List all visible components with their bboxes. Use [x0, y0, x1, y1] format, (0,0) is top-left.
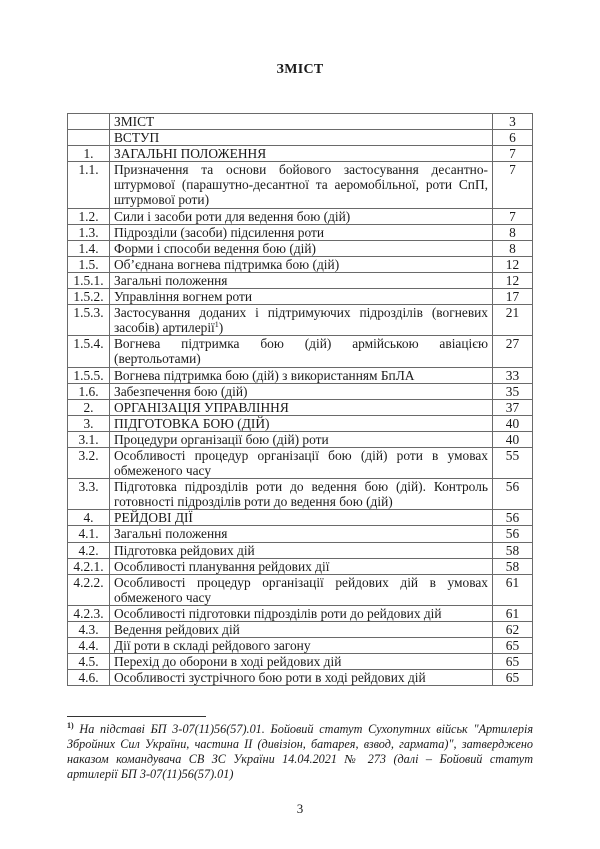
toc-row [68, 240, 533, 256]
toc-section-title [110, 558, 493, 574]
toc-section-number: 1.5.5. [68, 367, 110, 383]
toc-section-title [110, 510, 493, 526]
toc-section-title-text: Особливості процедур організації бою (дій) роти в умовах обмеженого часу [114, 447, 488, 479]
toc-section-title [110, 670, 493, 686]
toc-section-title-text: Загальні положення [114, 272, 228, 288]
toc-row [68, 208, 533, 224]
toc-section-title [110, 162, 493, 208]
toc-section-title [110, 240, 493, 256]
page-number: 3 [296, 801, 304, 816]
toc-section-number: 4.4. [68, 638, 110, 654]
toc-section-title-text: ВСТУП [114, 130, 160, 146]
toc-page-number: 58 [493, 558, 533, 574]
toc-section-number: 3. [68, 415, 110, 431]
toc-section-title-text: Особливості процедур організації рейдових дій в умовах обмеженого часу [114, 574, 488, 605]
toc-row [68, 383, 533, 399]
toc-page-number: 7 [493, 162, 533, 208]
toc-row [68, 305, 533, 336]
toc-section-title-text: Забезпечення бою (дій) [114, 383, 248, 399]
toc-section-title [110, 383, 493, 399]
toc-section-number: 4.5. [68, 654, 110, 670]
toc-section-title-text: Ведення рейдових дій [114, 622, 240, 637]
toc-page-number: 8 [493, 240, 533, 256]
toc-row [68, 336, 533, 367]
toc-page-number: 61 [493, 605, 533, 621]
toc-row [68, 558, 533, 574]
toc-row [68, 114, 533, 130]
toc-section-number: 1.3. [68, 224, 110, 240]
toc-row [68, 256, 533, 272]
toc-section-title [110, 622, 493, 638]
toc-page-number: 56 [493, 526, 533, 542]
toc-section-title-text: ОРГАНІЗАЦІЯ УПРАВЛІННЯ [114, 399, 289, 415]
toc-section-title-text: Форми і способи ведення бою (дій) [114, 240, 317, 256]
toc-page-number: 56 [493, 479, 533, 510]
toc-section-number [68, 114, 110, 130]
toc-section-title [110, 526, 493, 542]
toc-page-number: 37 [493, 399, 533, 415]
toc-section-number [68, 130, 110, 146]
toc-section-number: 4.2. [68, 542, 110, 558]
toc-page-number: 58 [493, 542, 533, 558]
toc-row [68, 367, 533, 383]
toc-page-number: 55 [493, 447, 533, 478]
toc-page-number: 65 [493, 654, 533, 670]
toc-section-number: 1.5. [68, 256, 110, 272]
toc-section-title [110, 256, 493, 272]
toc-row [68, 272, 533, 288]
toc-page-number: 8 [493, 224, 533, 240]
toc-section-title [110, 224, 493, 240]
toc-section-title [110, 367, 493, 383]
toc-page-number: 65 [493, 638, 533, 654]
toc-row [68, 574, 533, 605]
table-of-contents [67, 113, 533, 686]
toc-page-number: 35 [493, 383, 533, 399]
toc-section-title-text: Об’єднана вогнева підтримка бою (дій) [114, 256, 340, 272]
toc-section-title-text: Сили і засоби роти для ведення бою (дій) [114, 208, 351, 224]
toc-section-title [110, 114, 493, 130]
toc-page-number: 65 [493, 670, 533, 686]
toc-page-number: 62 [493, 622, 533, 638]
page-title: ЗМІСТ [276, 62, 324, 77]
toc-page-number: 40 [493, 431, 533, 447]
toc-section-title-text: Вогнева підтримка бою (дій) армійською авіацією (вертольотами) [114, 336, 488, 367]
toc-page-number: 27 [493, 336, 533, 367]
toc-section-title [110, 208, 493, 224]
toc-row [68, 670, 533, 686]
toc-section-title-text: Особливості планування рейдових дії [114, 558, 330, 574]
toc-section-title [110, 542, 493, 558]
toc-section-title-text: Вогнева підтримка бою (дій) з використанням БпЛА [114, 367, 415, 383]
toc-row [68, 638, 533, 654]
toc-section-title-text: Процедури організації бою (дій) роти [114, 431, 329, 447]
toc-section-number: 1. [68, 146, 110, 162]
toc-section-title [110, 605, 493, 621]
toc-section-number: 1.5.1. [68, 272, 110, 288]
footnote-mark: 1) [67, 721, 74, 730]
toc-row [68, 431, 533, 447]
toc-section-number: 1.6. [68, 383, 110, 399]
toc-section-title [110, 130, 493, 146]
toc-section-title-text: РЕЙДОВІ ДІЇ [114, 510, 193, 526]
toc-section-title-text: Перехід до оборони в ході рейдових дій [114, 654, 342, 670]
toc-section-title-text: Особливості зустрічного бою роти в ході рейдових дій [114, 670, 426, 686]
toc-page-number: 3 [493, 114, 533, 130]
toc-page-number: 33 [493, 367, 533, 383]
toc-section-number: 4.2.1. [68, 558, 110, 574]
toc-section-title-text: ЗАГАЛЬНІ ПОЛОЖЕННЯ [114, 146, 267, 162]
toc-section-title [110, 336, 493, 367]
toc-section-title-text: Управління вогнем роти [114, 289, 253, 305]
toc-section-title [110, 272, 493, 288]
toc-row [68, 510, 533, 526]
toc-section-title-text: Підрозділи (засоби) підсилення роти [114, 224, 324, 240]
toc-page-number: 61 [493, 574, 533, 605]
toc-row [68, 479, 533, 510]
toc-section-number: 4.6. [68, 670, 110, 686]
toc-section-title [110, 447, 493, 478]
toc-row [68, 654, 533, 670]
toc-section-title-text: Застосування доданих і підтримуючих підрозділів (вогневих засобів) артилерії [114, 305, 488, 336]
toc-section-title-text: Призначення та основи бойового застосування десантно-штурмової (парашутно-десантної та аеромобільної, роти СпП, штурмової роти) [114, 162, 488, 208]
toc-section-number: 4. [68, 510, 110, 526]
toc-section-title [110, 654, 493, 670]
toc-section-number: 4.1. [68, 526, 110, 542]
toc-page-number: 17 [493, 289, 533, 305]
toc-section-title [110, 479, 493, 510]
toc-page-number: 40 [493, 415, 533, 431]
toc-section-number: 1.2. [68, 208, 110, 224]
toc-section-title-text: ЗМІСТ [114, 114, 155, 129]
toc-page-number: 12 [493, 272, 533, 288]
toc-section-number: 2. [68, 399, 110, 415]
toc-row [68, 162, 533, 208]
toc-row [68, 605, 533, 621]
toc-section-number: 1.5.3. [68, 305, 110, 336]
toc-section-number: 1.5.2. [68, 289, 110, 305]
toc-section-number: 1.5.4. [68, 336, 110, 367]
toc-section-title-text: Особливості підготовки підрозділів роти до рейдових дій [114, 605, 442, 621]
toc-section-number: 4.2.3. [68, 605, 110, 621]
toc-section-title [110, 305, 493, 336]
toc-section-title [110, 431, 493, 447]
toc-page-number: 7 [493, 146, 533, 162]
toc-row [68, 289, 533, 305]
footnote-text: На підставі БП 3-07(11)56(57).01. Бойовий статут Сухопутних військ "Артилерія Збройних Сил України, частина ІІ (дивізіон, батарея, взвод, гармата)", затверджено наказом командувача СВ ЗС України 14.04.2021 № 273 (далі – Бойовий статут артилерії БП 3-07(11)56(57).01) [67, 722, 534, 781]
toc-section-title-text: ПІДГОТОВКА БОЮ (ДІЙ) [114, 415, 270, 431]
toc-section-number: 1.4. [68, 240, 110, 256]
toc-section-number: 4.3. [68, 622, 110, 638]
footnote-divider [67, 716, 206, 717]
toc-section-title-text: Підготовка рейдових дій [114, 542, 255, 558]
toc-section-number: 3.1. [68, 431, 110, 447]
toc-page-number: 56 [493, 510, 533, 526]
toc-section-title [110, 415, 493, 431]
toc-page-number: 6 [493, 130, 533, 146]
toc-row [68, 130, 533, 146]
toc-row [68, 526, 533, 542]
toc-section-title-text: Загальні положення [114, 526, 228, 542]
toc-section-number: 3.3. [68, 479, 110, 510]
toc-section-title-text: Підготовка підрозділів роти до ведення бою (дій). Контроль готовності підрозділів роти до ведення бою (дій) [114, 479, 488, 510]
toc-row [68, 399, 533, 415]
toc-section-title-text: Дії роти в складі рейдового загону [114, 638, 311, 654]
toc-section-number: 1.1. [68, 162, 110, 208]
toc-row [68, 146, 533, 162]
toc-section-title [110, 574, 493, 605]
toc-section-number: 3.2. [68, 447, 110, 478]
toc-row [68, 447, 533, 478]
toc-page-number: 21 [493, 305, 533, 336]
toc-section-number: 4.2.2. [68, 574, 110, 605]
toc-page-number: 7 [493, 208, 533, 224]
footnote [67, 722, 533, 782]
toc-row [68, 415, 533, 431]
toc-section-title [110, 638, 493, 654]
toc-section-title [110, 399, 493, 415]
toc-page-number: 12 [493, 256, 533, 272]
toc-row [68, 224, 533, 240]
footnote-reference: 1 [214, 320, 219, 330]
toc-section-title-suffix: ) [218, 320, 224, 336]
toc-section-title [110, 146, 493, 162]
toc-row [68, 622, 533, 638]
toc-row [68, 542, 533, 558]
toc-section-title [110, 289, 493, 305]
